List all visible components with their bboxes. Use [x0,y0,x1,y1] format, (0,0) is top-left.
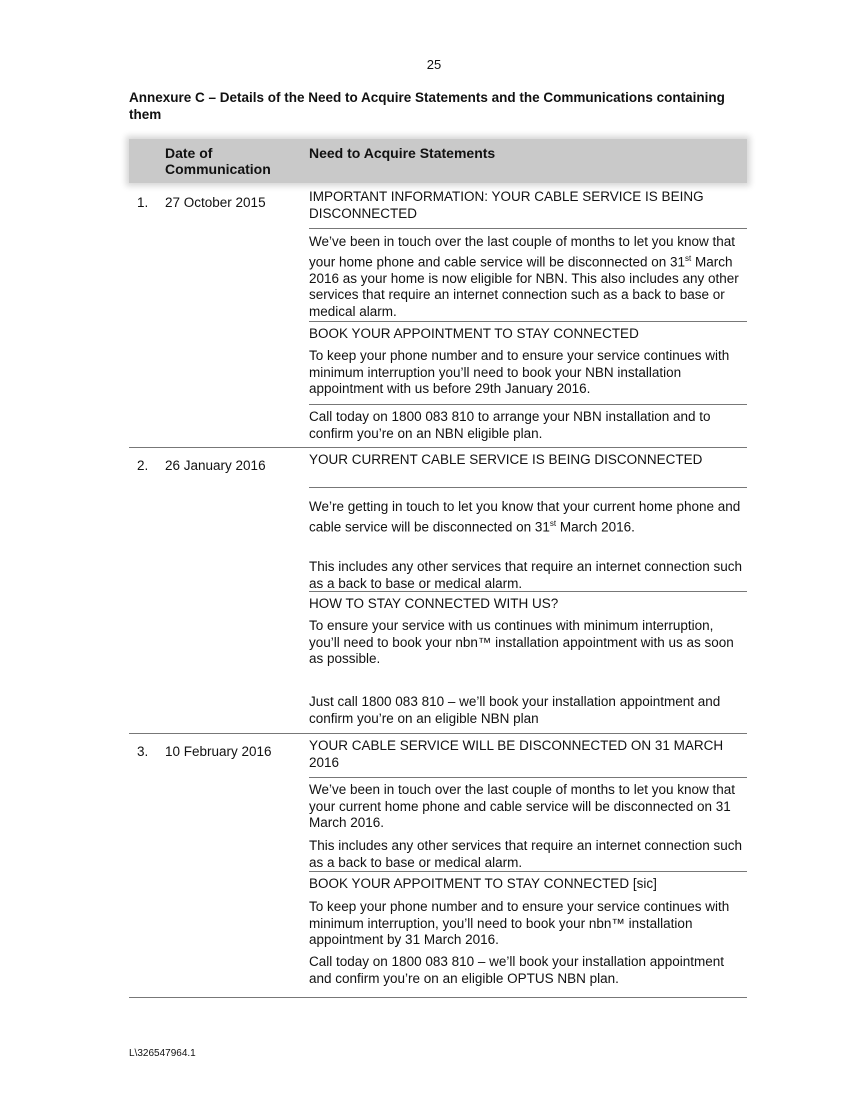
statement-text: YOUR CURRENT CABLE SERVICE IS BEING DISCONNECTED [309,452,703,467]
statement-text: We’ve been in touch over the last couple of months to let you know that your home phone and cable service will be disconnected on 31st March 2016 as your home is now eligible for NBN. This also includes any other services that require an internet connection such as a back to base or medical alarm. [309,234,739,319]
document-reference: L\326547964.1 [129,1048,196,1059]
header-need-to-acquire-statements: Need to Acquire Statements [309,145,496,161]
statements-cell [309,448,747,733]
statement-text: We’re getting in touch to let you know that your current home phone and cable service will be disconnected on 31st March 2016. [309,499,741,535]
table-header [129,139,747,183]
row-date: 27 October 2015 [165,195,266,210]
statement-text: YOUR CABLE SERVICE WILL BE DISCONNECTED ON 31 MARCH 2016 [309,738,724,770]
statements-cell [309,734,747,997]
statement-text: HOW TO STAY CONNECTED WITH US? [309,596,559,611]
row-number: 1. [137,195,149,210]
statement-text: This includes any other services that require an internet connection such as a back to base or medical alarm. [309,838,742,870]
statement-text: BOOK YOUR APPOINTMENT TO STAY CONNECTED [309,326,639,341]
statement-divider [309,487,747,488]
row-number: 3. [137,744,149,759]
row-date: 10 February 2016 [165,744,272,759]
statement-text: To ensure your service with us continues with minimum interruption, you’ll need to book your nbn™ installation appointment with us as soon as possible. [309,618,734,667]
statement-text: BOOK YOUR APPOITMENT TO STAY CONNECTED [sic] [309,876,657,891]
row-number: 2. [137,458,149,473]
statements-cell [309,185,747,447]
table-row [129,448,747,733]
statement-divider [309,228,747,229]
statement-divider [309,777,747,778]
statement-divider [309,871,747,872]
need-to-acquire-table [129,139,747,986]
annexure-heading: Annexure C – Details of the Need to Acquire Statements and the Communications containing them [129,90,725,122]
statement-text: Call today on 1800 083 810 to arrange your NBN installation and to confirm you’re on an NBN eligible plan. [309,409,711,441]
statement-text: To keep your phone number and to ensure your service continues with minimum interruption, you’ll need to book your nbn™ installation appointment by 31 March 2016. [309,899,730,948]
statement-text: Just call 1800 083 810 – we’ll book your installation appointment and confirm you’re on an eligible NBN plan [309,694,721,726]
statement-divider [309,591,747,592]
statement-text: This includes any other services that require an internet connection such as a back to base or medical alarm. [309,559,742,591]
statement-text: IMPORTANT INFORMATION: YOUR CABLE SERVICE IS BEING DISCONNECTED [309,189,704,221]
header-date-of-communication: Date of Communication [165,145,271,177]
statement-divider [309,404,747,405]
statement-text: Call today on 1800 083 810 – we’ll book your installation appointment and confirm you’re on an eligible OPTUS NBN plan. [309,954,725,986]
table-row [129,185,747,447]
row-divider [129,997,747,998]
table-row [129,734,747,997]
statement-text: We’ve been in touch over the last couple of months to let you know that your current home phone and cable service will be disconnected on 31 March 2016. [309,782,736,831]
page-number: 25 [426,57,442,72]
statement-divider [309,321,747,322]
row-date: 26 January 2016 [165,458,266,473]
statement-text: To keep your phone number and to ensure your service continues with minimum interruption you’ll need to book your NBN installation appointment with us before 29th January 2016. [309,348,730,397]
